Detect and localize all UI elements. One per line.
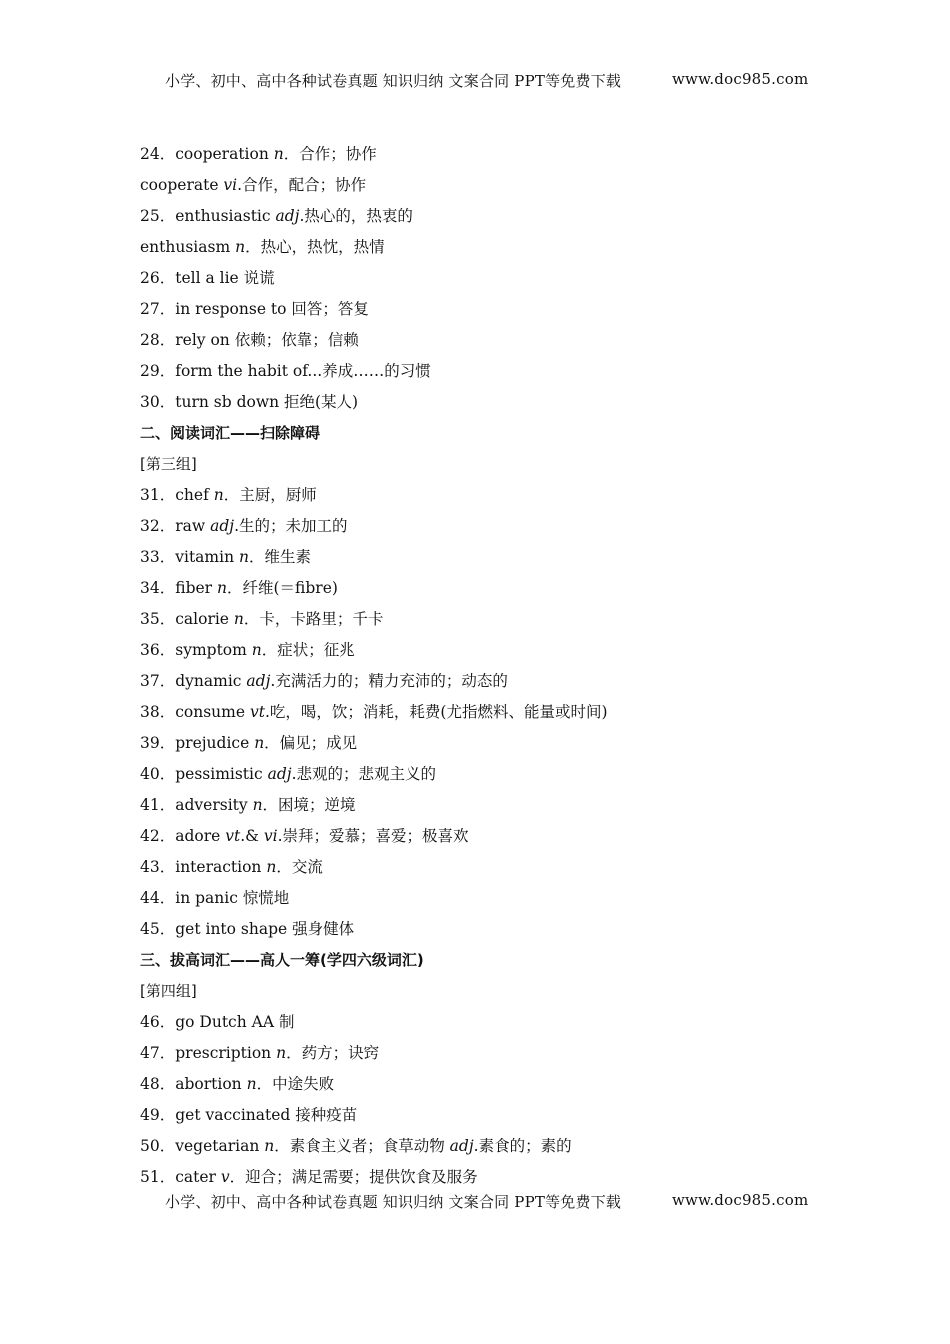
- part-of-speech: n: [213, 486, 224, 504]
- part-of-speech: n: [233, 610, 244, 628]
- entry-number: 26．: [140, 269, 176, 287]
- entry-number: 36．: [140, 641, 176, 659]
- vocab-entry: [140, 887, 289, 909]
- entry-number: 48．: [140, 1075, 176, 1093]
- entry-word: pessimistic: [175, 765, 268, 783]
- entry-meaning: ．热心，热忱，热情: [245, 238, 385, 256]
- part-of-speech: v: [220, 1168, 230, 1186]
- entry-number: 40．: [140, 765, 176, 783]
- part-of-speech: n: [252, 796, 263, 814]
- entry-word: get into shape 强身健体: [175, 920, 355, 938]
- entry-word: tell a lie 说谎: [175, 269, 275, 287]
- group-label: [140, 980, 197, 1002]
- entry-meaning: .生的；未加工的: [234, 517, 348, 535]
- entry-word: interaction: [175, 858, 267, 876]
- part-of-speech: adj: [210, 517, 235, 535]
- entry-meaning: ．维生素: [248, 548, 311, 566]
- entry-word: in panic 惊慌地: [175, 889, 290, 907]
- footer-text: 小学、初中、高中各种试卷真题 知识归纳 文案合同 PPT等免费下载: [165, 1193, 622, 1211]
- entry-meaning: .合作，配合；协作: [237, 176, 367, 194]
- entry-number: 29．: [140, 362, 176, 380]
- entry-meaning: ．症状；征兆: [261, 641, 355, 659]
- part-of-speech: adj: [275, 207, 300, 225]
- vocab-entry: [140, 143, 377, 165]
- vocab-entry: [140, 1104, 357, 1126]
- entry-number: 33．: [140, 548, 176, 566]
- footer-site: www.doc985.com: [672, 1191, 809, 1209]
- entry-number: 46．: [140, 1013, 176, 1031]
- part-of-speech: n: [238, 548, 249, 566]
- part-of-speech: n: [217, 579, 227, 597]
- part-of-speech: vi: [223, 176, 238, 194]
- vocab-entry: [140, 360, 431, 382]
- entry-word: rely on 依赖；依靠；信赖: [175, 331, 359, 349]
- part-of-speech: vi: [263, 827, 278, 845]
- entry-number: 30．: [140, 393, 176, 411]
- entry-meaning: .吃，喝，饮；消耗，耗费(尤指燃料、能量或时间): [264, 703, 608, 721]
- entry-word: form the habit of...养成……的习惯: [175, 362, 431, 380]
- entry-meaning: .崇拜；爱慕；喜爱；极喜欢: [277, 827, 469, 845]
- vocab-entry: [140, 670, 508, 692]
- section-heading-text: 二、阅读词汇——扫除障碍: [140, 424, 321, 442]
- part-of-speech: n: [266, 858, 277, 876]
- vocab-entry: [140, 639, 355, 661]
- entry-number: 35．: [140, 610, 176, 628]
- entry-word: cooperate: [140, 176, 224, 194]
- entry-number: 32．: [140, 517, 176, 535]
- part-of-speech: vt: [249, 703, 265, 721]
- vocab-entry: [140, 329, 359, 351]
- entry-number: 39．: [140, 734, 176, 752]
- entry-word: chef: [175, 486, 214, 504]
- entry-meaning: ．纤维(＝fibre): [227, 579, 338, 597]
- vocab-entry: [140, 1135, 572, 1157]
- entry-word: consume: [175, 703, 250, 721]
- entry-meaning: ．交流: [276, 858, 323, 876]
- entry-word: vegetarian: [175, 1137, 265, 1155]
- entry-word: go Dutch AA 制: [175, 1013, 295, 1031]
- vocab-entry: [140, 856, 323, 878]
- part-of-speech: adj: [267, 765, 292, 783]
- entry-word: turn sb down 拒绝(某人): [175, 393, 359, 411]
- vocab-entry: [140, 732, 357, 754]
- vocab-entry: [140, 918, 354, 940]
- vocab-entry: [140, 546, 311, 568]
- group-label-text: [第四组]: [140, 982, 197, 1000]
- vocab-entry: [140, 236, 385, 258]
- entry-word: prejudice: [175, 734, 255, 752]
- part-of-speech: n: [264, 1137, 275, 1155]
- page-header: [165, 70, 809, 91]
- part-of-speech: n: [246, 1075, 257, 1093]
- vocab-entry: [140, 298, 369, 320]
- entry-number: 42．: [140, 827, 176, 845]
- entry-word: raw: [175, 517, 211, 535]
- section-heading: [140, 422, 320, 444]
- entry-meaning: .热心的，热衷的: [299, 207, 413, 225]
- entry-word: dynamic: [175, 672, 247, 690]
- entry-meaning: .充满活力的；精力充沛的；动态的: [270, 672, 508, 690]
- entry-number: 44．: [140, 889, 176, 907]
- entry-number: 49．: [140, 1106, 176, 1124]
- entry-word: enthusiasm: [140, 238, 236, 256]
- entry-word: cooperation: [175, 145, 274, 163]
- vocab-entry: [140, 701, 608, 723]
- entry-number: 34．: [140, 579, 176, 597]
- entry-number: 47．: [140, 1044, 176, 1062]
- header-text: 小学、初中、高中各种试卷真题 知识归纳 文案合同 PPT等免费下载: [165, 72, 622, 90]
- entry-word: vitamin: [175, 548, 239, 566]
- entry-word: fiber: [175, 579, 218, 597]
- group-label: [140, 453, 197, 475]
- vocab-entry: [140, 1073, 334, 1095]
- entry-word: in response to 回答；答复: [175, 300, 369, 318]
- vocab-entry: [140, 608, 383, 630]
- entry-number: 25．: [140, 207, 176, 225]
- entry-number: 28．: [140, 331, 176, 349]
- entry-meaning: ．素食主义者；食草动物: [274, 1137, 450, 1155]
- entry-meaning: ．迎合；满足需要；提供饮食及服务: [229, 1168, 478, 1186]
- entry-word: get vaccinated 接种疫苗: [175, 1106, 358, 1124]
- group-label-text: [第三组]: [140, 455, 197, 473]
- part-of-speech: adj: [449, 1137, 474, 1155]
- vocab-entry: [140, 763, 436, 785]
- entry-meaning: ．合作；协作: [283, 145, 377, 163]
- part-of-speech: n: [254, 734, 265, 752]
- entry-number: 51．: [140, 1168, 176, 1186]
- entry-word: adversity: [175, 796, 253, 814]
- vocab-entry: [140, 484, 317, 506]
- section-heading: [140, 949, 424, 971]
- part-of-speech: n: [251, 641, 262, 659]
- entry-number: 37．: [140, 672, 176, 690]
- part-of-speech: n: [235, 238, 246, 256]
- part-of-speech: n: [273, 145, 284, 163]
- vocab-entry: [140, 794, 356, 816]
- entry-meaning: ．主厨，厨师: [223, 486, 317, 504]
- part-of-speech: n: [276, 1044, 287, 1062]
- entry-meaning: .悲观的；悲观主义的: [291, 765, 437, 783]
- entry-meaning: ．困境；逆境: [262, 796, 356, 814]
- vocab-entry: [140, 1166, 478, 1188]
- entry-word: abortion: [175, 1075, 247, 1093]
- header-site: www.doc985.com: [672, 70, 809, 88]
- vocab-entry: [140, 1042, 379, 1064]
- entry-word: symptom: [175, 641, 252, 659]
- entry-number: 41．: [140, 796, 176, 814]
- entry-word: adore: [175, 827, 226, 845]
- entry-meaning: ．中途失败: [256, 1075, 335, 1093]
- entry-number: 43．: [140, 858, 176, 876]
- vocab-entry: [140, 1011, 294, 1033]
- entry-meaning: ．药方；诀窍: [286, 1044, 380, 1062]
- vocab-entry: [140, 825, 469, 847]
- vocab-entry: [140, 577, 338, 599]
- entry-meaning: ．卡，卡路里；千卡: [243, 610, 384, 628]
- entry-meaning: .素食的；素的: [473, 1137, 572, 1155]
- entry-number: 45．: [140, 920, 176, 938]
- page-footer: [165, 1191, 809, 1212]
- entry-word: enthusiastic: [175, 207, 276, 225]
- vocab-entry: [140, 174, 366, 196]
- vocab-entry: [140, 515, 348, 537]
- entry-meaning: ．偏见；成见: [264, 734, 358, 752]
- section-heading-text: 三、拔高词汇——高人一筹(学四六级词汇): [140, 951, 424, 969]
- part-of-speech: vt: [225, 827, 241, 845]
- entry-number: 24．: [140, 145, 176, 163]
- entry-word: prescription: [175, 1044, 277, 1062]
- entry-number: 27．: [140, 300, 176, 318]
- entry-number: 38．: [140, 703, 176, 721]
- entry-number: 31．: [140, 486, 176, 504]
- vocab-entry: [140, 267, 275, 289]
- vocab-entry: [140, 205, 413, 227]
- entry-word: cater: [175, 1168, 221, 1186]
- vocab-entry: [140, 391, 358, 413]
- entry-meaning: .&: [240, 827, 264, 845]
- entry-word: calorie: [175, 610, 234, 628]
- part-of-speech: adj: [246, 672, 271, 690]
- entry-number: 50．: [140, 1137, 176, 1155]
